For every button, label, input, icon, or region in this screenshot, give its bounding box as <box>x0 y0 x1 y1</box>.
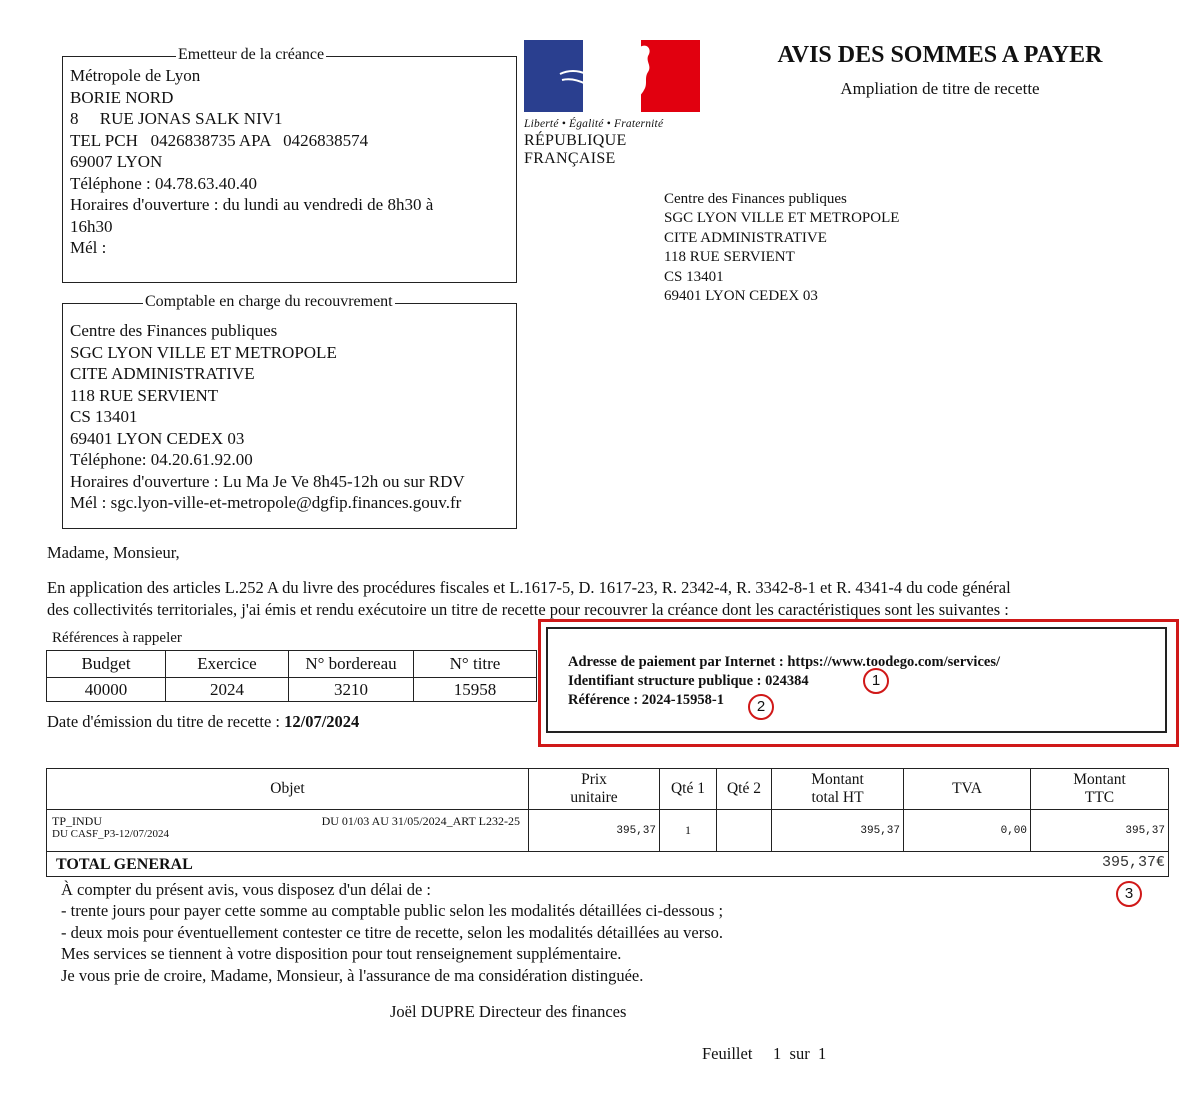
centre-address-line: CITE ADMINISTRATIVE <box>664 229 827 246</box>
obj-header-qte1: Qté 1 <box>660 769 717 810</box>
closing-line: Mes services se tiennent à votre disposition pour tout renseignement supplémentaire. <box>61 944 622 964</box>
comptable-legend: Comptable en charge du recouvrement <box>145 293 393 310</box>
salutation: Madame, Monsieur, <box>47 543 180 562</box>
emetteur-line: Téléphone : 04.78.63.40.40 <box>70 173 257 193</box>
obj-ht: 395,37 <box>772 810 904 852</box>
obj-qte1: 1 <box>660 810 717 852</box>
closing-line: À compter du présent avis, vous disposez d'un délai de : <box>61 880 432 899</box>
emetteur-line: 69007 LYON <box>70 152 163 171</box>
ref-titre: 15958 <box>414 678 537 702</box>
signature: Joël DUPRE Directeur des finances <box>390 1002 627 1021</box>
page-count: Feuillet 1 sur 1 <box>702 1044 827 1063</box>
total-label: TOTAL GENERAL <box>56 856 193 873</box>
obj-tva: 0,00 <box>904 810 1031 852</box>
comptable-line: Centre des Finances publiques <box>70 321 278 340</box>
payment-url: Adresse de paiement par Internet : https://www.toodego.com/services/ <box>568 654 1000 670</box>
closing-line: - deux mois pour éventuellement contester ce titre de recette, selon les modalités détaillées au verso. <box>61 922 724 942</box>
obj-header-qte2: Qté 2 <box>717 769 772 810</box>
closing-text <box>61 879 723 986</box>
emetteur-line: 16h30 <box>70 216 113 236</box>
emetteur-line: BORIE NORD <box>70 87 174 107</box>
page-title: AVIS DES SOMMES A PAYER <box>777 42 1103 68</box>
annotation-marker-1: 1 <box>863 668 889 694</box>
obj-prix: 395,37 <box>529 810 660 852</box>
emetteur-box <box>62 46 517 283</box>
comptable-box <box>62 293 517 529</box>
intro-line-1: En application des articles L.252 A du livre des procédures fiscales et L.1617-5, D. 1617-23, R. 2342-4, R. 3342-8-1 et R. 4341-4 du code général <box>47 578 1011 597</box>
payment-identifiant: Identifiant structure publique : 024384 <box>568 673 809 689</box>
page-subtitle: Ampliation de titre de recette <box>840 79 1040 98</box>
total-value: 395,37€ <box>1101 854 1165 871</box>
comptable-line: CITE ADMINISTRATIVE <box>70 364 255 383</box>
payment-box <box>546 627 1167 733</box>
annotation-marker-3: 3 <box>1116 881 1142 907</box>
annotation-marker-2: 2 <box>748 694 774 720</box>
obj-header-tva: TVA <box>904 769 1031 810</box>
ref-exercice: 2024 <box>166 678 289 702</box>
comptable-line: 118 RUE SERVIENT <box>70 385 219 405</box>
comptable-line: Horaires d'ouverture : Lu Ma Je Ve 8h45-12h ou sur RDV <box>70 471 465 491</box>
payment-reference: Référence : 2024-15958-1 <box>568 692 724 708</box>
ref-header-budget: Budget <box>47 651 166 678</box>
obj-header-prix: Prix unitaire <box>529 769 660 810</box>
marianne-flag-icon <box>524 40 700 112</box>
obj-ttc: 395,37 <box>1031 810 1169 852</box>
obj-qte2 <box>717 810 772 852</box>
ref-header-bordereau: N° bordereau <box>289 651 414 678</box>
ref-header-titre: N° titre <box>414 651 537 678</box>
emetteur-line: 8 RUE JONAS SALK NIV1 <box>70 109 283 128</box>
centre-address-line: 69401 LYON CEDEX 03 <box>664 288 818 305</box>
logo-motto: Liberté • Égalité • Fraternité <box>524 118 664 130</box>
emetteur-line: Métropole de Lyon <box>70 66 201 85</box>
emission-date-value: 12/07/2024 <box>284 712 360 731</box>
emetteur-lines <box>70 65 433 259</box>
objet-table <box>46 768 1169 877</box>
closing-line: Je vous prie de croire, Madame, Monsieur, à l'assurance de ma considération distinguée. <box>61 965 644 985</box>
comptable-line: CS 13401 <box>70 407 138 426</box>
intro-line-2: des collectivités territoriales, j'ai émis et rendu exécutoire un titre de recette pour recouvrer la créance dont les caractéristiques sont les suivantes : <box>47 600 1009 619</box>
obj-header-ttc: Montant TTC <box>1031 769 1169 810</box>
comptable-line: 69401 LYON CEDEX 03 <box>70 428 245 448</box>
logo-name: RÉPUBLIQUE FRANÇAISE <box>524 132 627 167</box>
obj-header-ht: Montant total HT <box>772 769 904 810</box>
emission-date-label: Date d'émission du titre de recette : <box>47 712 285 731</box>
obj-objet-code-2: DU CASF_P3-12/07/2024 <box>52 828 170 839</box>
obj-objet-code: TP_INDU <box>52 814 102 828</box>
ref-bordereau: 3210 <box>289 678 414 702</box>
centre-address <box>664 190 899 306</box>
total-row <box>47 852 1169 877</box>
emission-date <box>47 712 359 732</box>
obj-header-objet: Objet <box>47 769 529 810</box>
table-row <box>47 810 1169 852</box>
comptable-line: Mél : sgc.lyon-ville-et-metropole@dgfip.finances.gouv.fr <box>70 493 462 512</box>
emetteur-line: TEL PCH 0426838735 APA 0426838574 <box>70 130 369 150</box>
ref-header-exercice: Exercice <box>166 651 289 678</box>
comptable-lines <box>70 320 465 514</box>
comptable-line: Téléphone: 04.20.61.92.00 <box>70 450 253 469</box>
centre-address-line: CS 13401 <box>664 268 724 285</box>
closing-line: - trente jours pour payer cette somme au comptable public selon les modalités détaillées ci-dessous ; <box>61 901 724 921</box>
obj-objet <box>47 810 529 852</box>
emetteur-line: Mél : <box>70 238 107 257</box>
references-table <box>46 650 537 702</box>
references-caption: Références à rappeler <box>52 630 182 646</box>
centre-address-line: 118 RUE SERVIENT <box>664 249 795 266</box>
ref-budget: 40000 <box>47 678 166 702</box>
centre-address-line: Centre des Finances publiques <box>664 191 847 207</box>
emetteur-line: Horaires d'ouverture : du lundi au vendredi de 8h30 à <box>70 195 434 214</box>
comptable-line: SGC LYON VILLE ET METROPOLE <box>70 342 337 362</box>
obj-objet-periode: DU 01/03 AU 31/05/2024_ART L232-25 <box>321 814 520 828</box>
republique-francaise-logo <box>524 40 702 167</box>
emetteur-legend: Emetteur de la créance <box>178 46 325 63</box>
centre-address-line: SGC LYON VILLE ET METROPOLE <box>664 210 900 227</box>
